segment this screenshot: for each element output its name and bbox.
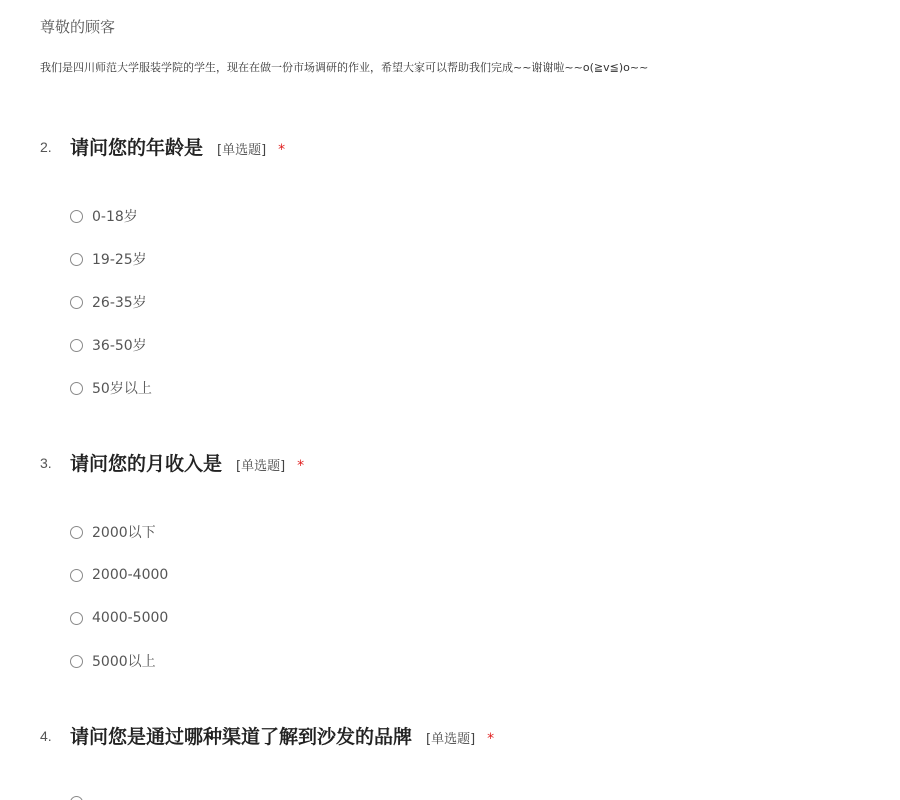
option-income-below-2000[interactable] <box>70 521 156 543</box>
question-title <box>70 722 494 749</box>
radio-button[interactable] <box>70 339 83 352</box>
question-type-label: [单选题] <box>236 459 286 474</box>
option-label: 2000以下 <box>92 525 156 541</box>
required-marker: * <box>278 142 286 158</box>
survey-intro-text: 我们是四川师范大学服装学院的学生，现在在做一份市场调研的作业，希望大家可以帮助我们完成~~谢谢啦~~o(≧v≦)o~~ <box>40 61 649 74</box>
required-marker: * <box>487 731 495 747</box>
question-title-text: 请问您的年龄是 <box>70 137 204 159</box>
question-title <box>70 133 285 160</box>
question-number: 2. <box>40 139 52 155</box>
option-age-0-18[interactable] <box>70 205 138 227</box>
option-income-above-5000[interactable] <box>70 650 156 672</box>
option-label: 4000-5000 <box>92 610 169 626</box>
radio-button[interactable] <box>70 253 83 266</box>
radio-button[interactable] <box>70 296 83 309</box>
radio-button[interactable] <box>70 612 83 625</box>
question-income <box>0 449 900 479</box>
question-type-label: [单选题] <box>217 143 267 158</box>
question-title <box>70 449 304 476</box>
question-title-row <box>0 133 900 163</box>
radio-button[interactable] <box>70 210 83 223</box>
option-income-2000-4000[interactable] <box>70 564 168 586</box>
radio-button[interactable] <box>70 796 83 800</box>
required-marker: * <box>297 458 305 474</box>
question-title-text: 请问您的月收入是 <box>70 453 223 475</box>
option-label: 26-35岁 <box>92 295 147 311</box>
radio-button[interactable] <box>70 382 83 395</box>
radio-button[interactable] <box>70 526 83 539</box>
question-title-text: 请问您是通过哪种渠道了解到沙发的品牌 <box>70 726 413 748</box>
option-label: 36-50岁 <box>92 338 147 354</box>
option-label: 2000-4000 <box>92 567 169 583</box>
question-age <box>0 133 900 163</box>
option-label: 19-25岁 <box>92 252 147 268</box>
question-channel <box>0 722 900 752</box>
option-age-50-plus[interactable] <box>70 377 152 399</box>
question-title-row <box>0 722 900 752</box>
option-channel-first-partial[interactable] <box>70 791 83 800</box>
question-title-row <box>0 449 900 479</box>
option-income-4000-5000[interactable] <box>70 607 168 629</box>
option-label: 0-18岁 <box>92 209 138 225</box>
option-label: 50岁以上 <box>92 381 152 397</box>
question-number: 3. <box>40 455 52 471</box>
radio-button[interactable] <box>70 569 83 582</box>
option-age-36-50[interactable] <box>70 334 147 356</box>
radio-button[interactable] <box>70 655 83 668</box>
option-age-19-25[interactable] <box>70 248 147 270</box>
question-number: 4. <box>40 728 52 744</box>
option-age-26-35[interactable] <box>70 291 147 313</box>
option-label: 5000以上 <box>92 654 156 670</box>
question-type-label: [单选题] <box>426 732 476 747</box>
greeting-heading: 尊敬的顾客 <box>40 18 116 36</box>
